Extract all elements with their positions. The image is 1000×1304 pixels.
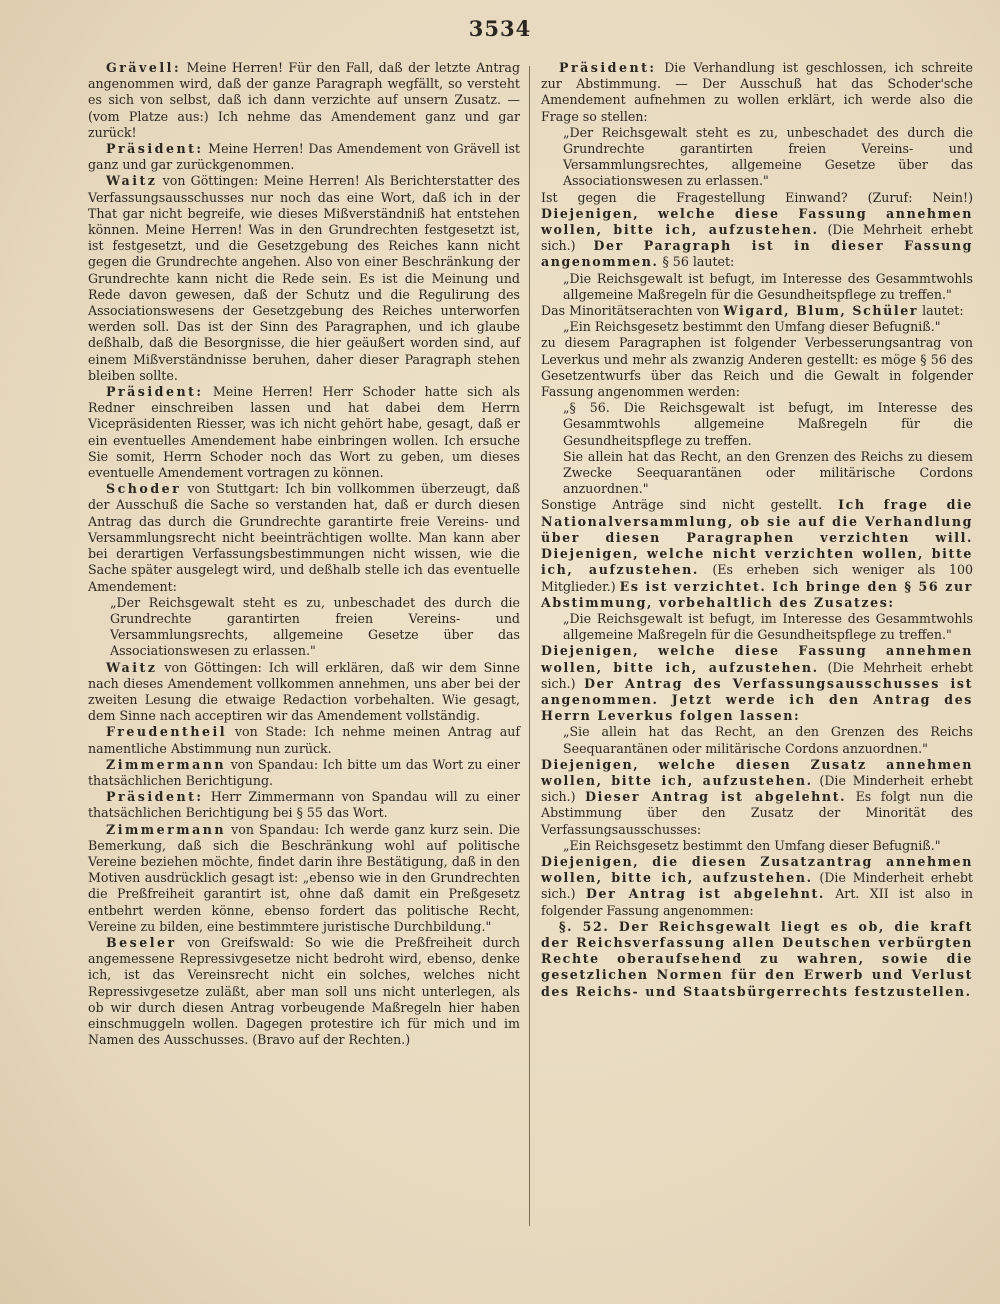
speaker-name: Freudentheil (106, 724, 228, 740)
quoted-text: „Die Reichsgewalt ist befugt, im Interesse des Gesammtwohls allgemeine Maßregeln für die Gesundheitspflege zu treffen." (563, 610, 973, 643)
plain-text: Sonstige Anträge sind nicht gestellt. (541, 497, 839, 513)
procedure-paragraph (541, 757, 973, 838)
plain-text: Art. XII ist also in folgender Fassung angenommen: (541, 886, 974, 918)
speaker-name: Grävell: (106, 60, 182, 75)
spaced-text: Diejenigen, welche diese Fassung annehmen wollen, bitte ich, aufzustehen. (541, 205, 973, 238)
page-number: 3534 (468, 16, 532, 41)
speech-text: von Spandau: Ich bitte um das Wort zu einer thatsächlichen Berichtigung. (88, 756, 520, 788)
quoted-text: „Die Reichsgewalt ist befugt, im Interesse des Gesammtwohls allgemeine Maßregeln für die Gesundheitspflege zu treffen." (563, 270, 973, 302)
speech-text: von Stuttgart: Ich bin vollkommen überzeugt, daß der Ausschuß die Sache so verstanden hat, daß er durch diesen Antrag das durch die Grundrechte garantirte freie Vereins- und Versammlungsrecht nicht beeinträchtigen wollte. Man kann aber bei derartigen Verfassungsbestimmungen nicht wissen, wie die Sache später ausgelegt wird, und deßhalb stelle ich das eventuelle Amendement: (88, 481, 520, 594)
procedure-paragraph (541, 303, 973, 319)
speaker-name: Waitz (106, 173, 158, 189)
right-column (541, 60, 973, 1000)
speaker-name: Beseler (106, 934, 177, 950)
quoted-text: „Ein Reichsgesetz bestimmt den Umfang dieser Befugniß." (563, 837, 941, 853)
quoted-text: Sie allein hat das Recht, an den Grenzen des Reichs zu diesem Zwecke Seequarantänen oder militärische Cordons anzuordnen." (563, 448, 973, 497)
speech-paragraph (88, 141, 520, 173)
speech-text: Meine Herren! Herr Schoder hatte sich als Redner einschreiben lassen und hat dabei dem Herrn Vicepräsidenten Riesser, was ich nicht gehört habe, gesagt, daß er ein eventuelles Amendement habe einbringen wollen. Ich ersuche Sie somit, Herrn Schoder noch das Wort zu geben, um dieses eventuelle Amendement vortragen zu können. (88, 384, 520, 481)
spaced-text: Der Antrag ist abgelehnt. (585, 886, 825, 902)
speaker-name: Zimmermann (106, 756, 227, 772)
plain-text: (Die Minderheit erhebt sich.) (541, 870, 973, 902)
spaced-text: §. 52. Der Reichsgewalt liegt es ob, die kraft der Reichsverfassung allen Deutschen verbürgten Rechte oberaufsehend zu wahren, sowie die gesetzlichen Normen für den Erwerb und Verlust des Reichs- und Staatsbürgerrechts festzustellen. (541, 918, 973, 999)
procedure-paragraph (541, 919, 973, 1000)
speaker-name: Präsident: (106, 789, 204, 805)
speech-text: Herr Zimmermann von Spandau will zu einer thatsächlichen Berichtigung bei § 55 das Wort. (88, 789, 520, 821)
speech-paragraph (541, 60, 973, 125)
spaced-text: Wigard, Blum, Schüler (723, 303, 919, 319)
spaced-text: Dieser Antrag ist abgelehnt. (585, 789, 847, 805)
speech-paragraph (88, 724, 520, 756)
speech-text: von Göttingen: Meine Herren! Als Berichterstatter des Verfassungsausschusses nur noch das eine Wort, daß ich in der That gar nicht begreife, wie dieses Mißverständniß hat entstehen können. Meine Herren! Was in den Grundrechten festgesetzt ist, ist festgesetzt, und die Gesetzgebung des Reiches kann nicht gegen die Grundrechte angehen. Also von einer Beschränkung der Grundrechte kann nicht die Rede sein. Es ist die Meinung und Rede davon gewesen, daß der Schutz und die Regulirung des Associationswesens der Gesetzgebung des Reiches unterworfen werden soll. Das ist der Sinn des Paragraphen, und ich glaube deßhalb, daß die Besorgnisse, die hier geäußert worden sind, auf einem Mißverständnisse beruhen, daher dieser Paragraph stehen bleiben sollte. (88, 173, 520, 383)
plain-text: lautet: (918, 303, 964, 319)
speech-paragraph (88, 660, 520, 725)
speaker-name: Präsident: (106, 384, 204, 400)
quoted-text: „§ 56. Die Reichsgewalt ist befugt, im Interesse des Gesammtwohls allgemeine Maßregeln für die Gesundheitspflege zu treffen. (563, 400, 973, 448)
spaced-text: Diejenigen, die diesen Zusatzantrag annehmen wollen, bitte ich, aufzustehen. (541, 853, 973, 886)
spaced-text: Ich frage die Nationalversammlung, ob sie auf die Verhandlung über diesen Paragraphen verzichten will. Diejenigen, welche nicht verzichten wollen, bitte ich, aufzustehen. (541, 497, 973, 578)
speaker-name: Zimmermann (106, 821, 227, 837)
speech-paragraph (88, 822, 520, 935)
speech-text: von Spandau: Ich werde ganz kurz sein. Die Bemerkung, daß sich die Beschränkung wohl auf politische Vereine beziehen möchte, findet darin ihre Bestätigung, daß in den Motiven ausdrücklich gesagt ist: „ebenso wie in den Grundrechten die Preßfreiheit garantirt ist, ohne daß damit ein Preßgesetz entbehrt werden könne, ebenso fordert das politische Recht, Vereine zu bilden, eine bestimmtere juristische Durchbildung." (88, 821, 520, 934)
plain-text: Es folgt nun die Abstimmung über den Zusatz der Minorität des Verfassungsausschusses: (541, 789, 973, 837)
plain-text: Das Minoritätserachten von (541, 303, 724, 319)
speech-paragraph (88, 384, 520, 481)
speech-paragraph (88, 481, 520, 594)
plain-text: zu diesem Paragraphen ist folgender Verbesserungsantrag von Leverkus und mehr als zwanzig Anderen gestellt: es möge § 56 des Gesetzentwurfs über das Reich und die Gewalt in folgender Fassung angenommen werden: (541, 335, 973, 400)
speech-text: Meine Herren! Das Amendement von Grävell ist ganz und gar zurückgenommen. (88, 141, 520, 173)
plain-text: Ist gegen die Fragestellung Einwand? (Zuruf: Nein!) (541, 189, 973, 205)
procedure-paragraph (541, 335, 973, 400)
plain-text: (Die Mehrheit erhebt sich.) (541, 222, 973, 254)
speaker-name: Waitz (106, 659, 158, 675)
quoted-text: „Der Reichsgewalt steht es zu, unbeschadet des durch die Grundrechte garantirten freien Vereins- und Versammlungsrechtes, allgemeine Gesetze über das Associationswesen zu erlassen." (563, 124, 973, 189)
speech-text: von Stade: Ich nehme meinen Antrag auf namentliche Abstimmung nun zurück. (88, 724, 520, 756)
speech-paragraph (88, 789, 520, 821)
speech-paragraph (88, 173, 520, 384)
spaced-text: Es ist verzichtet. Ich bringe den § 56 zur Abstimmung, vorbehaltlich des Zusatzes: (541, 578, 974, 610)
plain-text: § 56 lautet: (658, 254, 735, 270)
speaker-name: Präsident: (106, 141, 204, 157)
speech-text: Meine Herren! Für den Fall, daß der letzte Antrag angenommen wird, daß der ganze Paragraph wegfällt, so versteht es sich von selbst, daß ich dann verzichte auf unsern Zusatz. — (vom Platze aus:) Ich nehme das Amendement ganz und gar zurück! (88, 60, 520, 140)
procedure-paragraph (541, 190, 973, 271)
speech-text: von Greifswald: So wie die Preßfreiheit durch angemessene Repressivgesetze nicht bedroht wird, ebenso, denke ich, ist das Vereinsrecht nicht ein solches, welches nicht Repressivgesetze zuläßt, aber man soll uns nicht unterlegen, als ob wir durch diesen Antrag vorbeugende Maßregeln hier haben einschmuggeln wollen. Dagegen protestire ich für mich und im Namen des Ausschusses. (Bravo auf der Rechten.) (88, 934, 520, 1048)
speaker-name: Schoder (106, 481, 182, 497)
left-column (88, 60, 520, 1048)
quoted-text: „Ein Reichsgesetz bestimmt den Umfang dieser Befugniß." (563, 319, 941, 335)
quoted-text: „Der Reichsgewalt steht es zu, unbeschadet des durch die Grundrechte garantirten freien Vereins- und Versammlungsrechts, allgemeine Gesetze über das Associationswesen zu erlassen." (110, 594, 520, 659)
speech-text: von Göttingen: Ich will erklären, daß wir dem Sinne nach dieses Amendement vollkommen annehmen, uns aber bei der zweiten Lesung die etwaige Redaction vorbehalten. Wie gesagt, dem Sinne nach acceptiren wir das Amendement vollständig. (88, 659, 520, 724)
speech-text: Die Verhandlung ist geschlossen, ich schreite zur Abstimmung. — Der Ausschuß hat das Schoder'sche Amendement aufnehmen zu wollen erklärt, ich werde also die Frage so stellen: (541, 60, 973, 124)
spaced-text: Diejenigen, welche diese Fassung annehmen wollen, bitte ich, aufzustehen. (541, 643, 973, 675)
speaker-name: Präsident: (559, 60, 657, 75)
spaced-text: Der Paragraph ist in dieser Fassung angenommen. (541, 238, 974, 270)
plain-text: (Die Mehrheit erhebt sich.) (541, 659, 973, 691)
speech-paragraph (88, 60, 520, 141)
plain-text: (Die Minderheit erhebt sich.) (541, 772, 973, 805)
procedure-paragraph (541, 854, 973, 919)
quoted-text: „Sie allein hat das Recht, an den Grenzen des Reichs Seequarantänen oder militärische Cordons anzuordnen." (563, 724, 973, 756)
speech-paragraph (88, 935, 520, 1048)
plain-text: (Es erheben sich weniger als 100 Mitglieder.) (541, 562, 973, 594)
spaced-text: Diejenigen, welche diesen Zusatz annehmen wollen, bitte ich, aufzustehen. (541, 756, 973, 788)
procedure-paragraph (541, 643, 973, 724)
column-divider (529, 66, 530, 1226)
speech-paragraph (88, 757, 520, 789)
procedure-paragraph (541, 497, 973, 610)
spaced-text: Der Antrag des Verfassungsausschusses ist angenommen. Jetzt werde ich den Antrag des Herrn Leverkus folgen lassen: (541, 675, 973, 724)
